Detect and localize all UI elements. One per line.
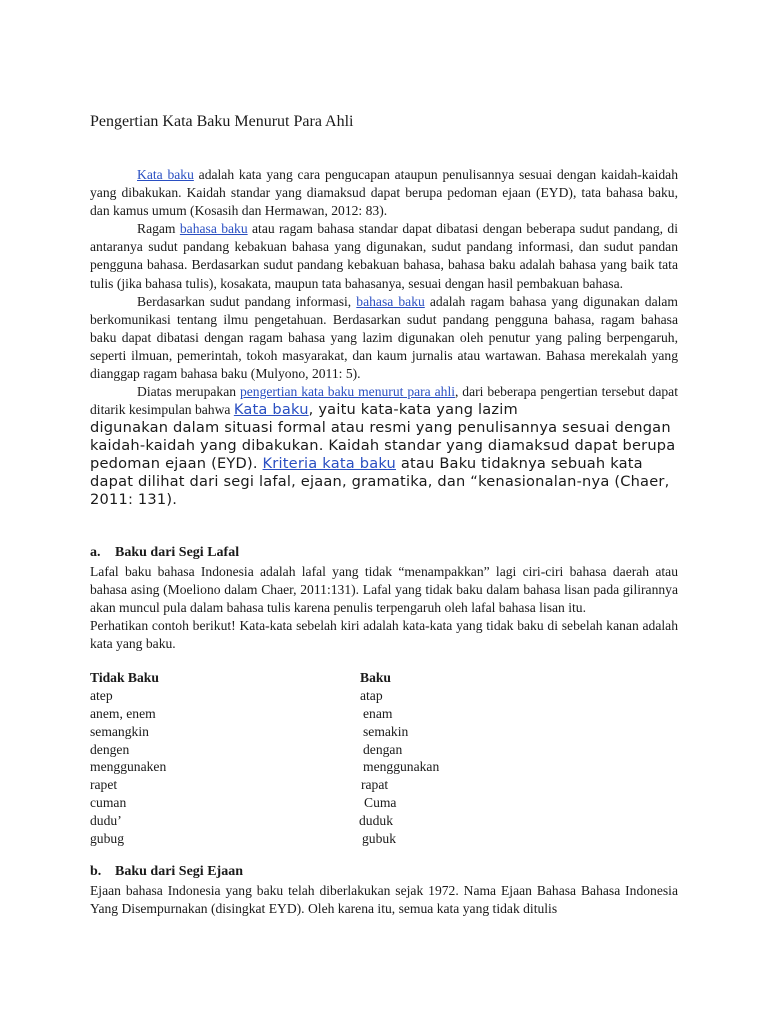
lafal-table [90, 669, 678, 848]
link-pengertian-kata-baku[interactable]: pengertian kata baku menurut para ahli [239, 384, 455, 400]
paragraph-contoh: Perhatikan contoh berikut! Kata-kata sebelah kiri adalah kata-kata yang tidak baku di sebelah kanan adalah kata yang baku. [90, 618, 678, 651]
paragraph-text: atau ragam bahasa standar dapat dibatasi dengan beberapa sudut pandang, di antaranya sudut pandang kebakuan bahasa yang digunakan, sudut pandang informasi, dan sudut pandan pengguna bahasa. Berdasarkan sudut pandang kebakuan bahasa, bahasa baku adalah bahasa yang baik tata tulis (jika bahasa tulis), kosakata, maupun tata bahasanya, sesuai dengan hasil pembakuan bahasa. [90, 221, 679, 291]
cell-baku: atap [360, 687, 383, 703]
link-kata-baku-2[interactable]: Kata baku [233, 401, 309, 419]
cell-tidak-baku: rapet [90, 777, 118, 793]
cell-baku: enam [363, 705, 393, 721]
table-row [90, 687, 678, 705]
table-row [90, 776, 678, 794]
cell-baku: semakin [363, 723, 409, 739]
paragraph-kata-baku [90, 166, 678, 220]
section-b-body [90, 882, 678, 918]
section-b-heading [90, 864, 243, 880]
paragraph-text: adalah kata yang cara pengucapan ataupun penulisannya sesuai dengan kaidah-kaidah yang dibakukan. Kaidah standar yang diamaksud dapat berupa pedoman ejaan (EYD), tata bahasa baku, dan kamus umum (Kosasih dan Hermawan, 2012: 83). [90, 167, 679, 219]
cell-baku: menggunakan [363, 759, 440, 775]
cell-tidak-baku: gubug [90, 831, 124, 847]
link-kriteria-kata-baku[interactable]: Kriteria kata baku [262, 455, 396, 473]
table-row [90, 830, 678, 848]
section-number: a. [90, 545, 101, 560]
link-kata-baku[interactable]: Kata baku [137, 167, 194, 182]
cell-tidak-baku: menggunaken [90, 759, 167, 775]
paragraph-text: digunakan dalam situasi formal atau resmi yang penulisannya sesuai dengan kaidah-kaidah yang dibakukan. Kaidah standar yang diamaksud dapat berupa pedoman ejaan (EYD). [90, 419, 676, 473]
column-header-tidak-baku: Tidak Baku [90, 670, 159, 685]
paragraph-text: Ragam [137, 221, 180, 237]
table-row [90, 794, 678, 812]
table-row [90, 812, 678, 830]
paragraph-text: adalah ragam bahasa yang digunakan dalam berkomunikasi tentang ilmu pengetahuan. Berdasarkan sudut pandang pengguna bahasa, ragam bahasa baku dapat dibatasi dengan ragam bahasa yang lazim digunakan oleh penutur yang paling berpengaruh, seperti ilmuan, pemerintah, tokoh masyarakat, dan kaum jurnalis atau wartawan. Bahasa merekalah yang dianggap ragam bahasa baku (Mulyono, 2011: 5). [90, 293, 678, 382]
paragraph-text: Diatas merupakan [137, 384, 240, 400]
paragraph-kesimpulan [90, 383, 678, 419]
section-number: b. [90, 864, 102, 879]
table-row [90, 705, 678, 723]
paragraph-kriteria [90, 419, 678, 509]
section-title: Baku dari Segi Ejaan [115, 864, 243, 879]
link-bahasa-baku[interactable]: bahasa baku [179, 221, 248, 237]
paragraph-text: atau Baku tidaknya sebuah kata dapat dilihat dari segi lafal, ejaan, gramatika, dan “kenasionalan-nya (Chaer, 2011: 131). [90, 455, 670, 509]
section-a-heading [90, 545, 239, 561]
cell-baku: dengan [363, 741, 403, 757]
cell-tidak-baku: dengen [90, 741, 130, 757]
paragraph-informasi [90, 293, 678, 383]
cell-tidak-baku: semangkin [90, 723, 149, 739]
cell-baku: duduk [359, 813, 393, 829]
intro-body [90, 166, 678, 509]
cell-tidak-baku: cuman [90, 795, 127, 811]
cell-baku: gubuk [362, 831, 396, 847]
section-title: Baku dari Segi Lafal [115, 545, 240, 560]
link-bahasa-baku[interactable]: bahasa baku [356, 293, 425, 309]
table-header-row [90, 669, 678, 687]
cell-baku: Cuma [364, 795, 397, 811]
table-row [90, 723, 678, 741]
paragraph-lafal: Lafal baku bahasa Indonesia adalah lafal yang tidak “menampakkan” lagi ciri-ciri bahasa daerah atau bahasa asing (Moeliono dalam Chaer, 2011:131). Lafal yang tidak baku dalam bahasa lisan pada gilirannya akan muncul pula dalam bahasa tulis karena penulis terpengaruh oleh lafal bahasa lisan itu. [90, 564, 678, 615]
column-header-baku: Baku [360, 670, 391, 685]
page-title: Pengertian Kata Baku Menurut Para Ahli [90, 113, 354, 130]
table-row [90, 741, 678, 759]
cell-tidak-baku: atep [90, 687, 113, 703]
paragraph-text: Berdasarkan sudut pandang informasi, [137, 293, 357, 309]
paragraph-text: , dari beberapa pengertian tersebut dapat ditarik kesimpulan bahwa [90, 384, 678, 418]
paragraph-text: , yaitu kata-kata yang lazim [308, 401, 518, 419]
paragraph-ragam [90, 220, 678, 292]
paragraph-ejaan: Ejaan bahasa Indonesia yang baku telah diberlakukan sejak 1972. Nama Ejaan Bahasa Bahasa Indonesia Yang Disempurnakan (disingkat EYD). Oleh karena itu, semua kata yang tidak ditulis [90, 883, 678, 916]
cell-tidak-baku: dudu’ [90, 813, 122, 829]
section-a-body [90, 563, 678, 653]
cell-tidak-baku: anem, enem [90, 705, 156, 721]
cell-baku: rapat [361, 777, 389, 793]
table-row [90, 758, 678, 776]
